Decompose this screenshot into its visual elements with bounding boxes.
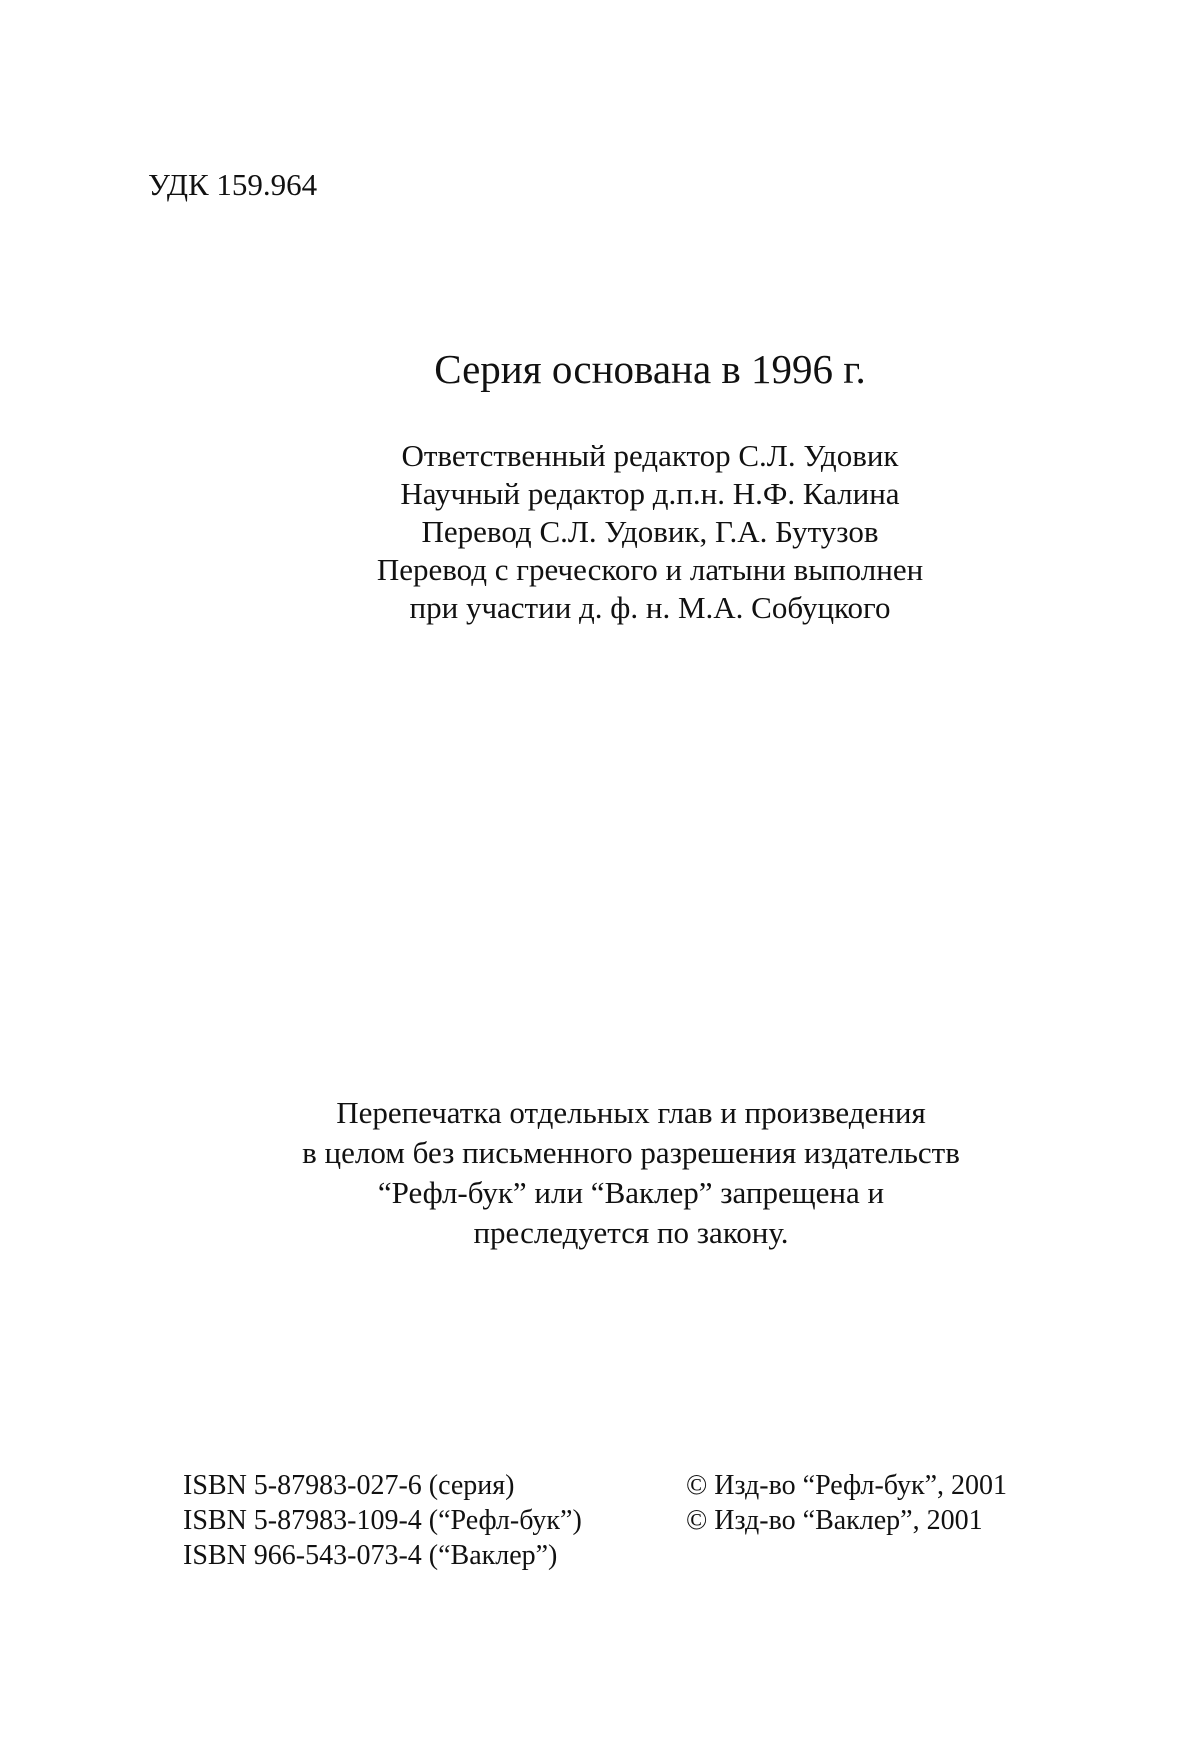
isbn-vakler: ISBN 966-543-073-4 (“Ваклер”) [183,1540,558,1571]
copyright-list [686,1468,1007,1538]
notice-line: преследуется по закону. [473,1215,789,1250]
credit-line-editor: Ответственный редактор С.Л. Удовик [401,438,899,473]
reprint-notice [0,1093,1200,1253]
notice-line: Перепечатка отдельных глав и произведения [336,1095,926,1130]
credit-line-translation: Перевод С.Л. Удовик, Г.А. Бутузов [421,514,879,549]
notice-line: “Рефл-бук” или “Ваклер” запрещена и [377,1175,885,1210]
credit-line-greek-latin: Перевод с греческого и латыни выполнен [376,552,924,587]
credits-block [0,437,1200,627]
udk-code: УДК 159.964 [148,167,318,202]
copyright-refl-book: © Изд-во “Рефл-бук”, 2001 [686,1470,1008,1501]
credit-line-scientific-editor: Научный редактор д.п.н. Н.Ф. Калина [400,476,900,511]
isbn-series: ISBN 5-87983-027-6 (серия) [183,1470,515,1501]
credit-line-participation: при участии д. ф. н. М.А. Собуцкого [409,590,891,625]
notice-line: в целом без письменного разрешения издательств [302,1135,960,1170]
series-founded: Серия основана в 1996 г. [434,346,866,392]
copyright-vakler: © Изд-во “Ваклер”, 2001 [686,1505,983,1536]
isbn-list [183,1468,582,1573]
isbn-refl-book: ISBN 5-87983-109-4 (“Рефл-бук”) [183,1505,582,1536]
